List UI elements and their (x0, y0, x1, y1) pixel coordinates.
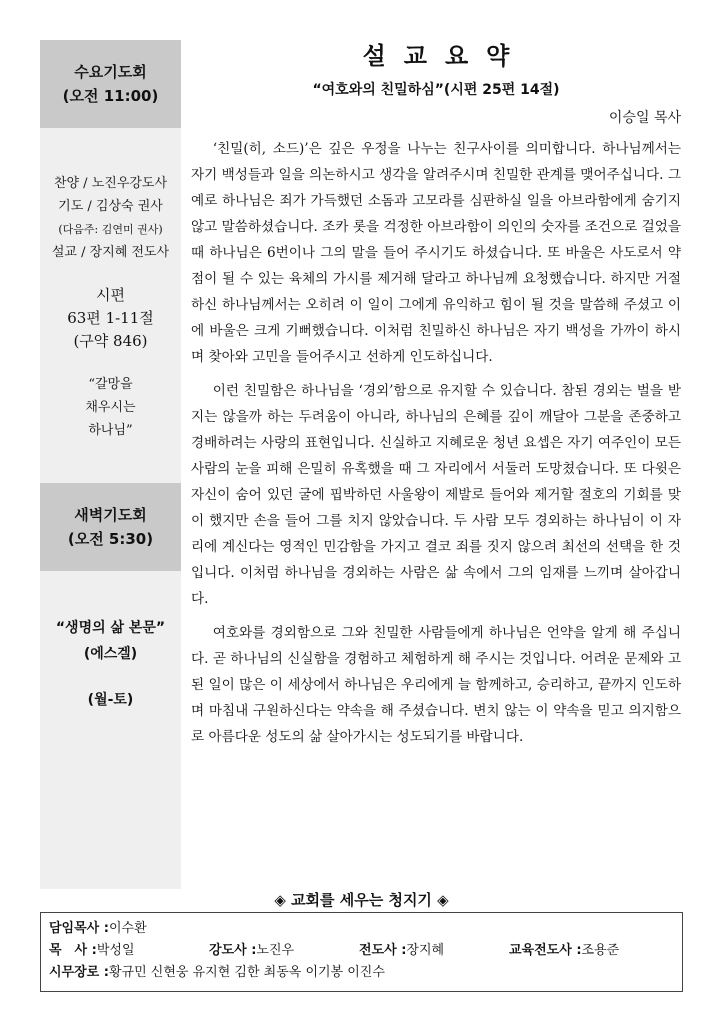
edu-evangelist-name: 조용준 (581, 943, 620, 958)
life-text-title: “생명의 삶 본문” (55, 620, 166, 636)
psalm-ref: 63편 1-11절 (67, 309, 154, 327)
page-title: 설교요약 (362, 42, 528, 70)
stewards-row-2 (49, 940, 674, 962)
role-prayer: 기도 / 김상숙 권사 (58, 199, 163, 214)
pastor-name: 박성일 (96, 943, 135, 958)
theme-line-3: 하나님” (88, 423, 133, 438)
evangelist-name: 장지혜 (406, 943, 445, 958)
role-next-week: (다음주: 김연미 권사) (58, 223, 163, 236)
life-text-panel (40, 571, 181, 889)
dawn-service-header (40, 483, 181, 571)
elders-names: 황규민 신현웅 유지현 김한 최동옥 이기봉 이진수 (108, 965, 385, 980)
theme-line-2: 채우시는 (85, 400, 136, 415)
stewards-box (40, 912, 683, 992)
dawn-service-title: 새벽기도회 (74, 506, 147, 524)
senior-pastor-name: 이수환 (108, 921, 147, 936)
psalm-label: 시편 (96, 286, 125, 304)
sermon-author: 이승일 목사 (608, 110, 681, 126)
wed-service-details (40, 128, 181, 483)
sermon-paragraph-2: 이런 친밀함은 하나님을 ‘경외’함으로 유지할 수 있습니다. 참된 경외는 벌을 받지는 않을까 하는 두려움이 아니라, 하나님의 은혜를 깊이 깨달아 그분을 존중하고 경배하려는 사랑의 표현입니다. 신실하고 지혜로운 청년 요셉은 자기 여주인이 모든 사람의 눈을 피해 은밀히 유혹했을 때 그 자리에서 서둘러 도망쳤습니다. 또 다윗은 자신이 숨어 있던 굴에 핍박하던 사울왕이 제발로 들어와 제거할 절호의 기회를 맞이 했지만 손을 들어 그를 치지 않았습니다. 두 사람 모두 경외하는 하나님이 이 자리에 계신다는 영적인 민감함을 가지고 결코 죄를 짓지 않으려 최선의 선택을 한 것입니다. 이처럼 하나님을 경외하는 사람은 삶 속에서 그의 임재를 느끼며 살아갑니다. (191, 383, 681, 607)
sidebar (40, 40, 181, 889)
pastor-label: 목 사 : (49, 943, 97, 958)
edu-evangelist-label: 교육전도사 : (509, 943, 582, 958)
wed-service-title: 수요기도회 (74, 63, 147, 81)
wed-service-header (40, 40, 181, 128)
preacher-label: 강도사 : (209, 943, 257, 958)
wed-service-time: (오전 11:00) (62, 87, 159, 105)
life-text-book: (에스겔) (83, 646, 138, 662)
stewards-row-3 (49, 962, 674, 984)
sermon-paragraph-1: ‘친밀(히, 소드)’은 깊은 우정을 나누는 친구사이를 의미합니다. 하나님께서는 자기 백성들과 일을 의논하시고 생각을 알려주시며 친밀한 관계를 맺어주십니다. 그 예로 하나님은 죄가 가득했던 소돔과 고모라를 심판하실 일을 아브라함에게 숨기지 않고 말씀하셨습니다. 조카 롯을 걱정한 아브라함이 의인의 숫자를 조건으로 걸었을 때 하나님은 6번이나 그의 말을 들어 주시기도 하셨습니다. 또 바울은 사도로서 약점이 될 수 있는 육체의 가시를 제거해 달라고 하나님께 요청했습니다. 하지만 거절하신 하나님께서는 오히려 이 일이 그에게 유익하고 힘이 될 것을 말씀해 주셨고 이에 바울은 크게 기뻐했습니다. 이처럼 친밀하신 하나님은 자기 백성을 가까이 하시며 찾아와 고민을 들어주시고 선하게 인도하십니다. (191, 141, 681, 365)
role-praise: 찬양 / 노진우강도사 (53, 176, 168, 191)
theme-line-1: “갈망을 (88, 377, 133, 392)
life-text-days: (월-토) (87, 692, 134, 708)
dawn-service-time: (오전 5:30) (67, 530, 154, 548)
role-sermon: 설교 / 장지혜 전도사 (51, 245, 170, 260)
evangelist-label: 전도사 : (359, 943, 407, 958)
psalm-page: (구약 846) (73, 332, 148, 350)
sermon-subtitle: “여호와의 친밀하심”(시편 25편 14절) (312, 82, 560, 98)
elders-label: 시무장로 : (49, 965, 109, 980)
stewards-row-1 (49, 918, 674, 940)
sermon-summary (191, 38, 681, 750)
senior-pastor-label: 담임목사 : (49, 921, 109, 936)
preacher-name: 노진우 (256, 943, 295, 958)
stewards-heading: ◈ 교회를 세우는 청지기 ◈ (274, 891, 449, 909)
sermon-paragraph-3: 여호와를 경외함으로 그와 친밀한 사람들에게 하나님은 언약을 알게 해 주십니다. 곧 하나님의 신실함을 경험하고 체험하게 해 주시는 것입니다. 어려운 문제와 고된 일이 많은 이 세상에서 하나님은 우리에게 늘 함께하고, 승리하고, 끝까지 인도하며 마침내 구원하신다는 약속을 해 주셨습니다. 변치 않는 이 약속을 믿고 의지함으로 아름다운 성도의 삶 살아가시는 성도되기를 바랍니다. (191, 625, 681, 745)
